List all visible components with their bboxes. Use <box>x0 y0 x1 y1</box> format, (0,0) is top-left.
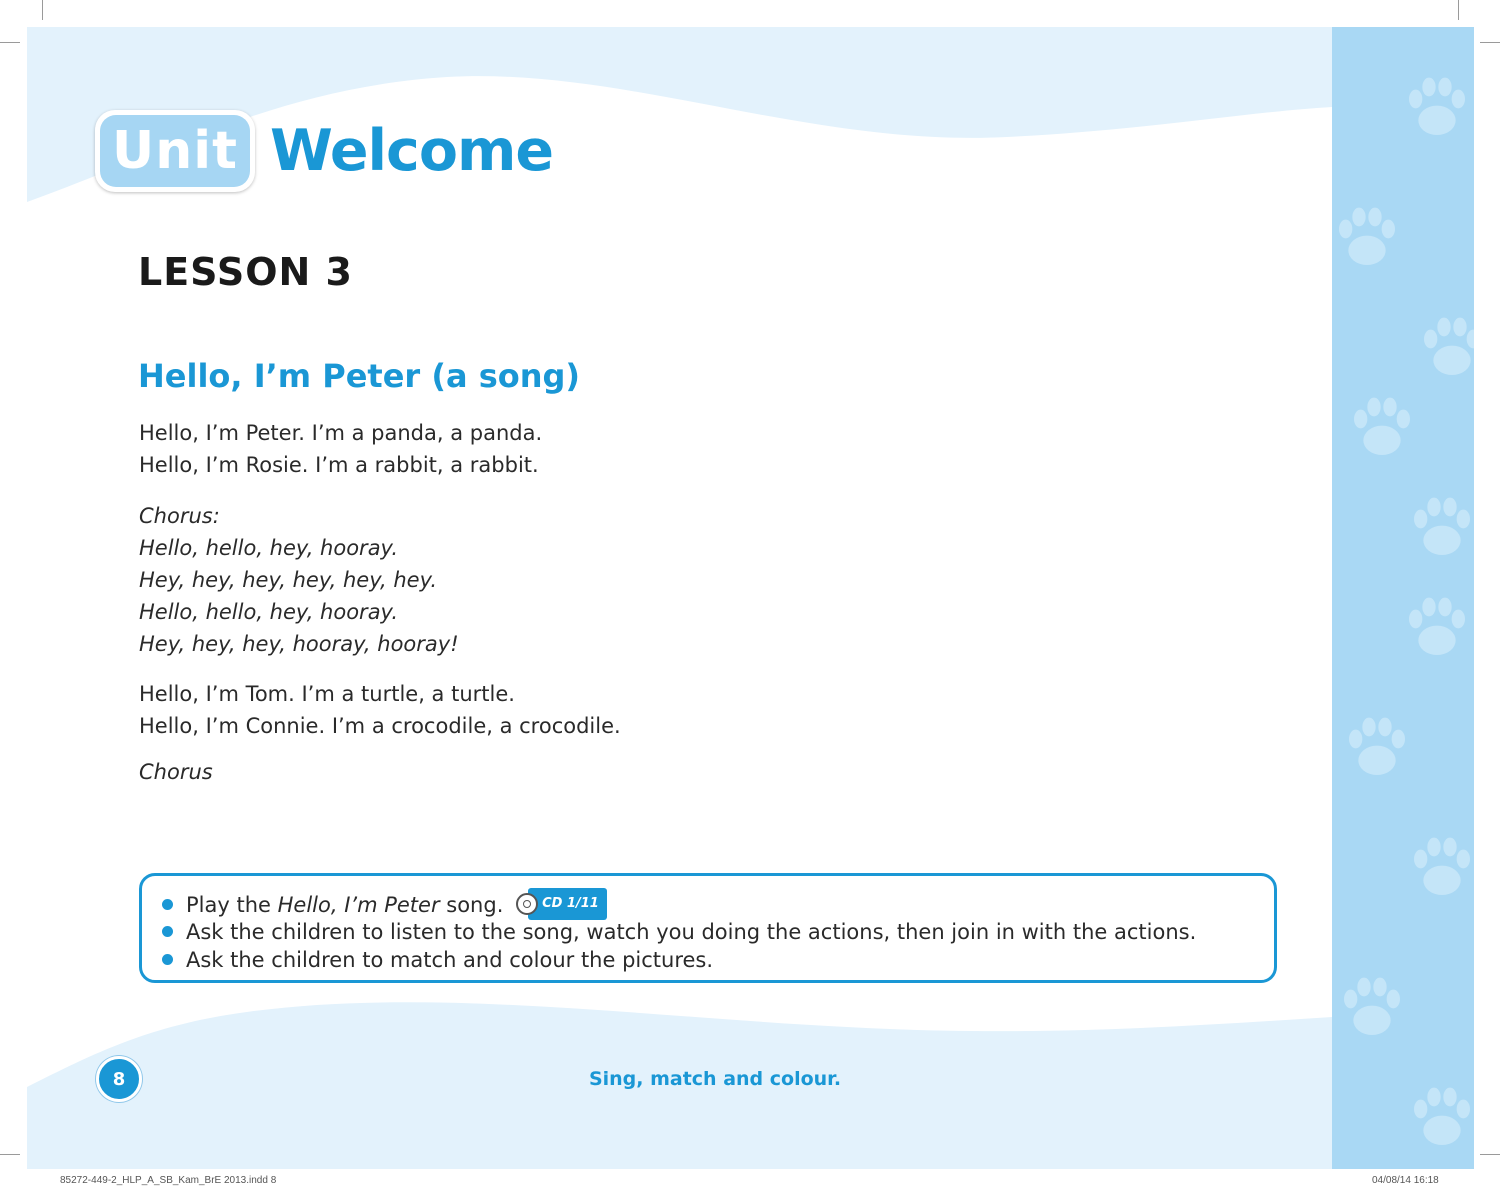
crop-mark <box>0 1154 20 1155</box>
cd-icon <box>516 893 538 915</box>
song-line: Hello, I’m Tom. I’m a turtle, a turtle. <box>139 682 515 706</box>
note-text: song. <box>446 893 504 917</box>
activity-instruction: Sing, match and colour. <box>588 1068 842 1090</box>
bullet-icon <box>162 899 173 910</box>
page-number: 8 <box>96 1056 142 1102</box>
chorus-line: Hey, hey, hey, hey, hey, hey. <box>139 568 438 592</box>
book-page <box>27 27 1474 1169</box>
note-item <box>162 947 713 973</box>
cd-badge <box>516 888 607 920</box>
lesson-heading: LESSON 3 <box>138 250 353 294</box>
paw-print-icon <box>1402 827 1474 907</box>
song-title: Hello, I’m Peter (a song) <box>138 357 581 395</box>
unit-label: Unit <box>112 121 238 181</box>
note-item <box>162 890 607 922</box>
chorus-line: Hey, hey, hey, hooray, hooray! <box>139 632 459 656</box>
chorus-repeat: Chorus <box>139 760 213 784</box>
note-item <box>162 919 1196 945</box>
paw-print-icon <box>1397 587 1474 667</box>
song-line: Hello, I’m Rosie. I’m a rabbit, a rabbit. <box>139 453 539 477</box>
chorus-line: Hello, hello, hey, hooray. <box>139 536 399 560</box>
unit-tab-inner <box>100 115 250 187</box>
teacher-notes-box <box>139 873 1277 983</box>
crop-mark <box>42 0 43 20</box>
paw-print-icon <box>1402 487 1474 567</box>
unit-tab <box>95 110 255 192</box>
song-line: Hello, I’m Connie. I’m a crocodile, a crocodile. <box>139 714 621 738</box>
paw-print-icon <box>1342 387 1422 467</box>
print-slug-left: 85272-449-2_HLP_A_SB_Kam_BrE 2013.indd 8 <box>60 1175 277 1186</box>
chorus-label: Chorus: <box>139 504 220 528</box>
paw-print-icon <box>1332 967 1412 1047</box>
side-strip <box>1332 27 1474 1169</box>
crop-mark <box>1480 1154 1500 1155</box>
bullet-icon <box>162 926 173 937</box>
print-slug-right: 04/08/14 16:18 <box>1372 1175 1439 1186</box>
cd-track-label: CD 1/11 <box>528 888 607 920</box>
crop-mark <box>1480 42 1500 43</box>
note-text: Play the <box>186 893 271 917</box>
crop-mark <box>1458 0 1459 20</box>
note-text: Ask the children to match and colour the pictures. <box>186 948 714 972</box>
note-song-title: Hello, I’m Peter <box>277 893 440 917</box>
paw-print-icon <box>1337 707 1417 787</box>
paw-print-icon <box>1402 1077 1474 1157</box>
page-background-waves <box>27 27 1332 1169</box>
chorus-line: Hello, hello, hey, hooray. <box>139 600 399 624</box>
note-text: Ask the children to listen to the song, watch you doing the actions, then join in with the actions. <box>186 920 1197 944</box>
crop-mark <box>0 42 20 43</box>
bullet-icon <box>162 954 173 965</box>
paw-print-icon <box>1412 307 1474 387</box>
song-line: Hello, I’m Peter. I’m a panda, a panda. <box>139 421 543 445</box>
unit-title: Welcome <box>270 118 554 184</box>
paw-print-icon <box>1332 197 1407 277</box>
paw-print-icon <box>1397 67 1474 147</box>
